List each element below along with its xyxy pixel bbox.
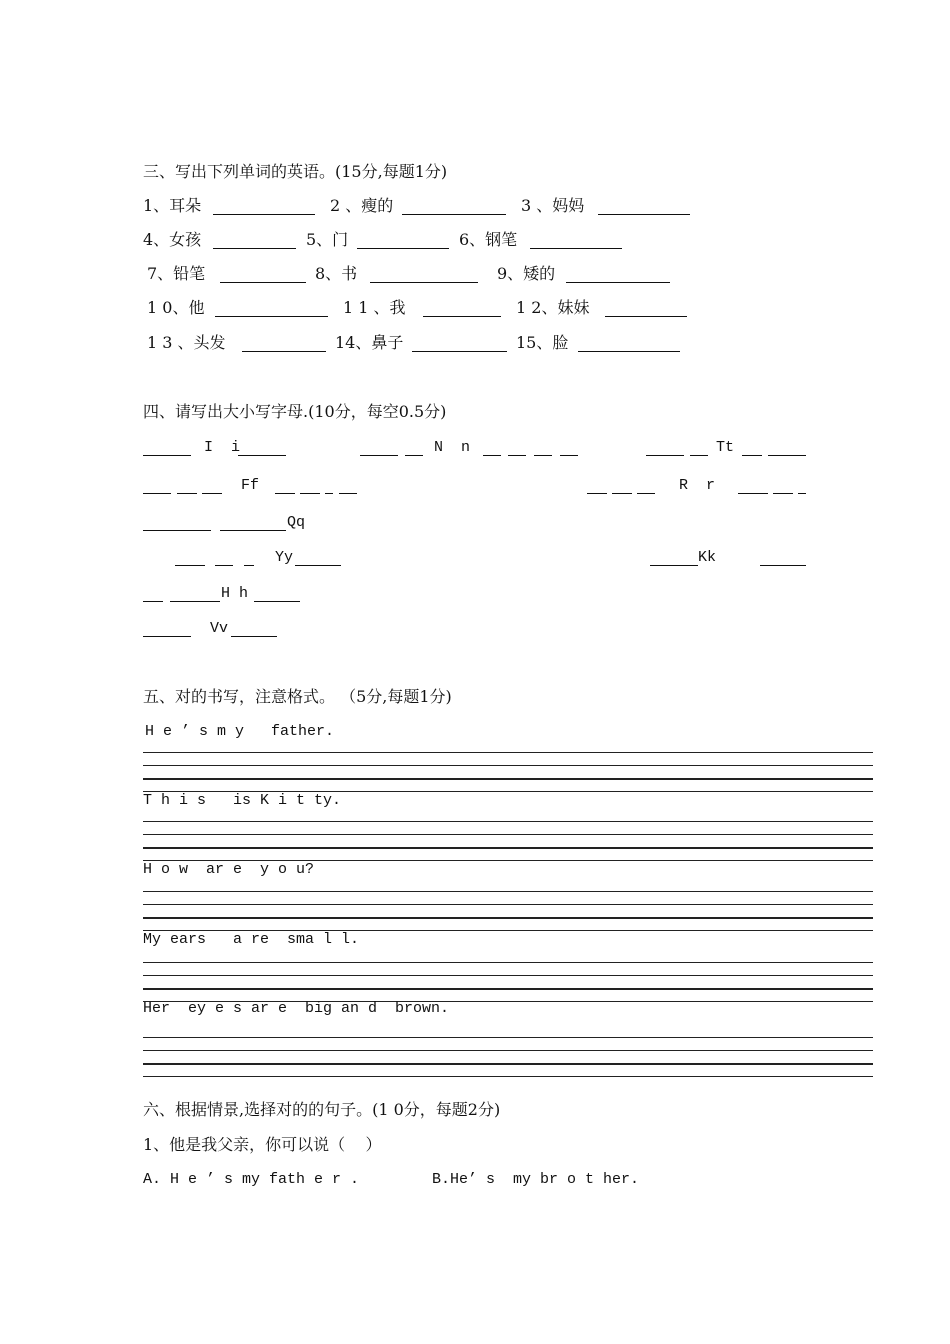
- letter-blank[interactable]: [177, 493, 197, 494]
- letter-blank[interactable]: [295, 565, 341, 566]
- option-b[interactable]: B.He’ s my br o t her.: [432, 1171, 640, 1188]
- letter-blank[interactable]: [220, 530, 286, 531]
- answer-blank[interactable]: [530, 248, 622, 249]
- letter-blank[interactable]: [508, 455, 526, 456]
- answer-blank[interactable]: [370, 282, 478, 283]
- letter-blank[interactable]: [175, 565, 205, 566]
- section-5-heading: 五、对的书写，注意格式。 （5分,每题1分): [143, 687, 452, 706]
- letter-blank[interactable]: [483, 455, 501, 456]
- letter-blank[interactable]: [300, 493, 320, 494]
- letter-blank[interactable]: [231, 636, 277, 637]
- vocab-item-label: 1、耳朵: [143, 196, 202, 215]
- letter-blank[interactable]: [143, 636, 191, 637]
- letter-blank[interactable]: [143, 493, 171, 494]
- letter-blank[interactable]: [360, 455, 398, 456]
- letter-pair: Tt: [716, 439, 735, 456]
- answer-blank[interactable]: [357, 248, 449, 249]
- model-sentence: H o w ar e y o u?: [143, 861, 315, 878]
- letter-blank[interactable]: [170, 601, 220, 602]
- letter-pair: I i: [204, 439, 241, 456]
- vocab-item-label: 2 、瘦的: [330, 196, 394, 215]
- letter-blank[interactable]: [612, 493, 632, 494]
- model-sentence: Her ey e s ar e big an d brown.: [143, 1000, 450, 1017]
- letter-pair: Yy: [275, 549, 294, 566]
- letter-pair: H h: [221, 585, 249, 602]
- letter-blank[interactable]: [143, 530, 211, 531]
- vocab-item-label: 7、铅笔: [147, 264, 206, 283]
- letter-blank[interactable]: [215, 565, 233, 566]
- question-1: 1、他是我父亲，你可以说（ ）: [143, 1135, 382, 1154]
- answer-blank[interactable]: [578, 351, 680, 352]
- letter-blank[interactable]: [773, 493, 793, 494]
- letter-blank[interactable]: [143, 601, 163, 602]
- letter-pair: R r: [679, 477, 716, 494]
- model-sentence: My ears a re sma l l.: [143, 931, 360, 948]
- letter-pair: Qq: [287, 514, 306, 531]
- model-sentence: H e ’ s m y father.: [145, 723, 335, 740]
- letter-blank[interactable]: [760, 565, 806, 566]
- answer-blank[interactable]: [412, 351, 507, 352]
- vocab-item-label: 4、女孩: [143, 230, 202, 249]
- vocab-item-label: 1 1 、我: [343, 298, 406, 317]
- letter-pair: Ff: [241, 477, 260, 494]
- section-6-heading: 六、根据情景,选择对的的句子。(1 0分，每题2分): [143, 1100, 501, 1119]
- letter-blank[interactable]: [646, 455, 684, 456]
- letter-blank[interactable]: [637, 493, 655, 494]
- letter-blank[interactable]: [275, 493, 295, 494]
- answer-blank[interactable]: [566, 282, 670, 283]
- answer-blank[interactable]: [605, 316, 687, 317]
- vocab-item-label: 1 2、妹妹: [516, 298, 590, 317]
- answer-blank[interactable]: [242, 351, 326, 352]
- letter-blank[interactable]: [339, 493, 357, 494]
- vocab-item-label: 6、钢笔: [459, 230, 518, 249]
- answer-blank[interactable]: [402, 214, 506, 215]
- answer-blank[interactable]: [423, 316, 501, 317]
- letter-blank[interactable]: [405, 455, 423, 456]
- letter-blank[interactable]: [798, 493, 806, 494]
- letter-blank[interactable]: [254, 601, 300, 602]
- letter-blank[interactable]: [742, 455, 762, 456]
- letter-blank[interactable]: [738, 493, 768, 494]
- letter-pair: N n: [434, 439, 471, 456]
- answer-blank[interactable]: [213, 214, 315, 215]
- model-sentence: T h i s is K i t ty.: [143, 792, 342, 809]
- letter-blank[interactable]: [534, 455, 552, 456]
- letter-blank[interactable]: [587, 493, 607, 494]
- section-4-heading: 四、请写出大小写字母.(10分，每空0.5分): [143, 402, 447, 421]
- vocab-item-label: 5、门: [306, 230, 349, 249]
- vocab-item-label: 1 3 、头发: [147, 333, 226, 352]
- vocab-item-label: 9、矮的: [497, 264, 556, 283]
- vocab-item-label: 14、鼻子: [335, 333, 404, 352]
- letter-blank[interactable]: [325, 493, 333, 494]
- answer-blank[interactable]: [213, 248, 296, 249]
- letter-blank[interactable]: [650, 565, 698, 566]
- letter-blank[interactable]: [768, 455, 806, 456]
- answer-blank[interactable]: [598, 214, 690, 215]
- section-3-heading: 三、写出下列单词的英语。(15分,每题1分): [143, 162, 448, 181]
- letter-pair: Kk: [698, 549, 717, 566]
- letter-blank[interactable]: [690, 455, 708, 456]
- answer-blank[interactable]: [215, 316, 328, 317]
- vocab-item-label: 3 、妈妈: [521, 196, 585, 215]
- letter-pair: Vv: [210, 620, 229, 637]
- vocab-item-label: 1 0、他: [147, 298, 205, 317]
- letter-blank[interactable]: [560, 455, 578, 456]
- vocab-item-label: 15、脸: [516, 333, 569, 352]
- letter-blank[interactable]: [238, 455, 286, 456]
- option-a[interactable]: A. H e ’ s my fath e r .: [143, 1171, 360, 1188]
- letter-blank[interactable]: [143, 455, 191, 456]
- vocab-item-label: 8、书: [315, 264, 358, 283]
- answer-blank[interactable]: [220, 282, 306, 283]
- letter-blank[interactable]: [244, 565, 254, 566]
- letter-blank[interactable]: [202, 493, 222, 494]
